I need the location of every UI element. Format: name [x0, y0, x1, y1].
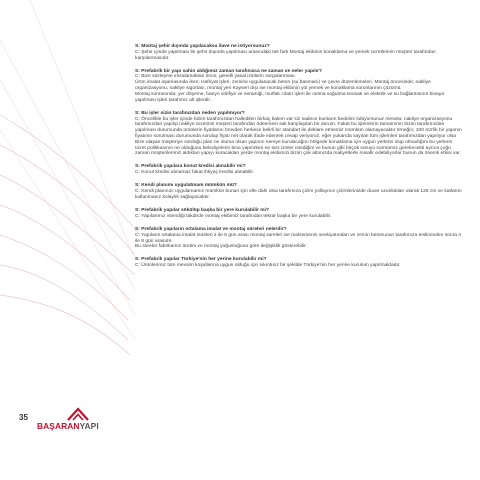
faq-item	[135, 164, 464, 176]
faq-answer	[135, 189, 464, 201]
faq-question: S: Prefabrik bir yapı sahin aldığımız zaman tarafınızca ne zaman ve neler yapılır?	[135, 68, 322, 74]
faq-answer-paragraph: Bu süreler fabrikamız üretim ve montaj yoğunluğuna göre değişiklik gösterebilir.	[135, 244, 307, 250]
house-roof-icon	[67, 407, 89, 421]
faq-answer-paragraph: C: Şehir içinde yapılması ile şehir dışında yapılması arasındaki tek fark Montaj ekibinin konaklama ve yemek ücretlerinin müşteri tarafından karşılanmasıdır.	[135, 49, 436, 61]
page-number: 35	[19, 413, 28, 422]
faq-answer-paragraph: C: Kendi planınızı uygulamamız mümkün bunun için elle dahi olsa tarafımıza çizim yollayınız çizimlerinizde duvar uzunlukları olarak 125 cm ve katlarını kullanmanız kolaylık sağlayacaktır.	[135, 189, 462, 200]
faq-answer-paragraph: C: Yapıların ortalama imalat süreleri 2 ile 5 gün arası montaj süreleri ise malzemenin sevkiyatından ve zemin betonunun tarafımıza tesliminden sonra 4 ile 8 gün arasıdır.	[135, 232, 462, 244]
faq-question: S: Prefabrik yapılar Türkiye'nin her yerine kurulabilir mi?	[135, 257, 267, 263]
faq-answer	[135, 74, 464, 103]
brand-name-part1: BAŞARAN	[37, 421, 80, 431]
faq-answer	[135, 233, 464, 250]
faq-item	[135, 227, 464, 250]
faq-item	[135, 208, 464, 220]
faq-answer-paragraph: Bize ulaşan müşteriye sorduğu plan ne olursa olsun yapının nereye kurulacağını bölgede konaklama için uygun yerlerin olup olmadığını bu yerlerin ücret politikasının ne olduğunu belediyelerin bina yapılırken ne tarz izinler istediğini ve bunun gibi birçok soruyu sormamız gerekecekti ayrıca çoğu zaman müşterilerimiz aldıkları yapıyı kuracakları yerde montaj ekibimizi bizim çok altımızda maliyetlerle misafir edebiliyorlar bunun da önemli etkisi var.	[135, 139, 461, 157]
faq-answer-paragraph: C: Ürünlerimiz tüm mevsim koşullarına uygun olduğu için sıkıntısız bir şekilde Türkiye'nin her yerine kurulum yapılmaktadır.	[135, 263, 401, 269]
faq-answer-paragraph: C: Bize sözleşme imzalamaktan önce; genelli yasal izinlerin sorgulanması.	[135, 74, 296, 80]
faq-question: S: Prefabrik yapıların ortalama imalat ve montaj süreleri nelerdir?	[135, 226, 287, 232]
faq-answer	[135, 50, 464, 62]
faq-question: S: Prefabrik yapılar sökülüp başka bir yere kurulabilir mi?	[135, 208, 269, 214]
faq-question: S: Kendi planımı uygulatmam mümkün mü?	[135, 183, 237, 189]
faq-section	[135, 44, 464, 276]
faq-item	[135, 44, 464, 61]
faq-answer-paragraph: C: Öncelikle bu işler içinde bizim tarafımızdan halledilen birkaç kalem var siz sadece bunların bedelini ödüyorsunuz mesela; nakliye organizasyonu tarafımızdan yapılıp nakliye ücretinin müşteri tarafından ödenmesi sak karşılaşılan bir durum. Fakat bu işlemlerin tamamının bizim tarafımızdan yapılması durumunda ürünlerin fiyatlarını brovden herkese belirli bir standart ile deklare etmemiz mümkün olamayacaktır örneğin; 100 m2'lik bir yapının fiyatının sorulması durumunda sorulup fiyatı net olarak ifade edemek cevap veriyoruz, eğer yukarıda sayılan tüm işlemleri tarafımızdan yapılıyor olsa	[135, 116, 462, 139]
faq-answer-paragraph: C: Konut kredisi alınamaz fakat ihtiyaç kredisi alınabilir.	[135, 170, 255, 176]
brand-logo	[34, 407, 114, 433]
brand-name-part2: YAPI	[79, 421, 99, 431]
brand-name	[37, 421, 99, 431]
faq-item	[135, 257, 464, 269]
faq-question: S: Montaj şehir dışında yapılacaksa ilave ne istiyorsunuz?	[135, 44, 270, 49]
faq-answer	[135, 263, 464, 269]
faq-answer-paragraph: Ürün imalat aşamasında iken; Hafriyat işleri, zemine uygulanacak beton (su basmanı) ve çevre düzenlemeleri. Montaj öncesinde; nakliye organizasyonu, nakliye sigortası, montaj yeri Kayseri dışı ise montaj ekibinin yol yemek ve konaklama sorunlarının çözümü.	[135, 80, 431, 92]
faq-answer-paragraph: C: Yapılarımız istendiği takdirde montaj ekibimiz tarafından tekrar başka bir yere kurulabilir.	[135, 213, 332, 219]
faq-answer	[135, 117, 464, 158]
faq-question: S: Bu işler sizin tarafınızdan neden yapılmıyor?	[135, 110, 245, 116]
faq-item	[135, 183, 464, 200]
faq-answer-paragraph: Montaj sonrasında; yer döşeme, banyo vitrifiye ve seramiği, mutfak cılatır işleri ile ısıtma soğutma tesisatı ve elektrik ve su bağlantısının binaya yapılması işleri tarafımız alt işlerdir.	[135, 91, 445, 103]
faq-answer	[135, 170, 464, 176]
faq-item	[135, 111, 464, 157]
faq-question: S: Prefabrik yapılara konut kredisi alınabilir mi?	[135, 164, 246, 170]
faq-answer	[135, 214, 464, 220]
faq-item	[135, 69, 464, 104]
